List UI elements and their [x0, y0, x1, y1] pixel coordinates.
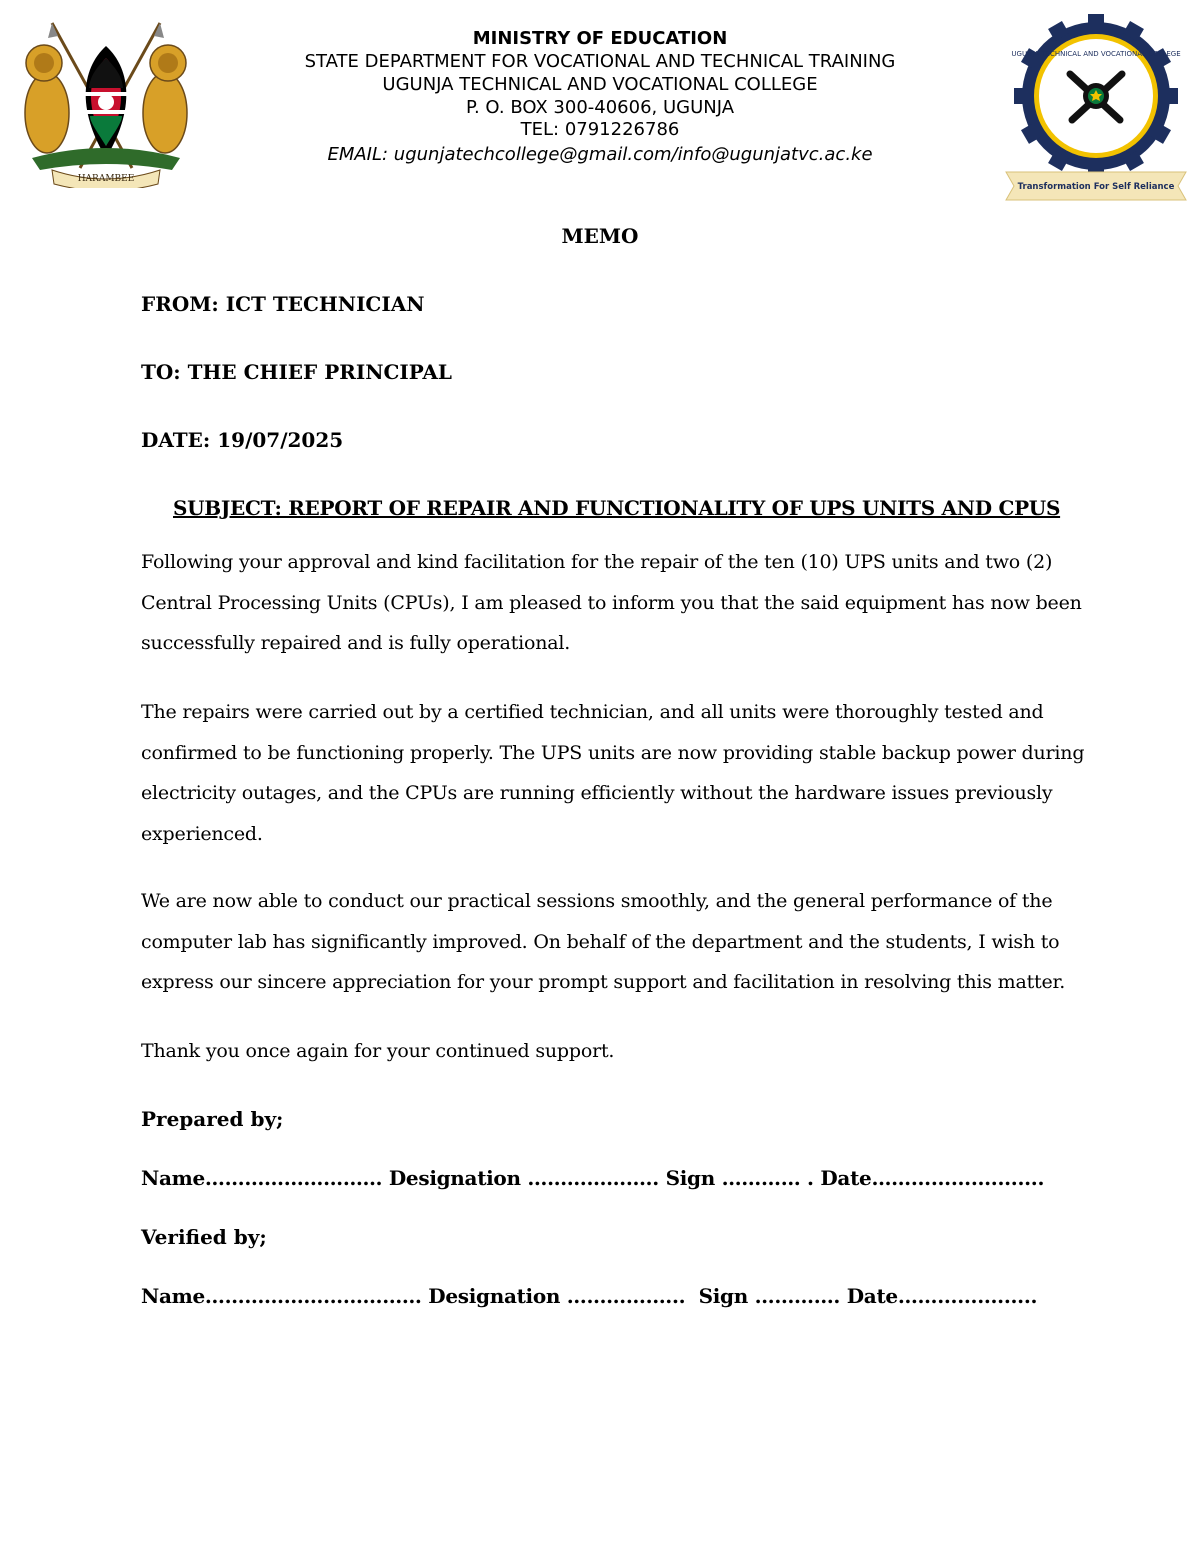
department-name: STATE DEPARTMENT FOR VOCATIONAL AND TECHNICAL TRAINING: [304, 51, 896, 72]
svg-text:Transformation For Self Relian: Transformation For Self Reliance: [1017, 182, 1175, 192]
prepared-by-signature-line: Name……………………… Designation …………….…. Sign ………… . Date……....................: [141, 1166, 1045, 1190]
svg-text:UGUNJA TECHNICAL AND VOCATIONA: UGUNJA TECHNICAL AND VOCATIONAL COLLEGE: [1011, 50, 1181, 58]
email-address: EMAIL: ugunjatechcollege@gmail.com/info@ugunjatvc.ac.ke: [327, 144, 873, 165]
postal-address: P. O. BOX 300-40606, UGUNJA: [465, 97, 735, 118]
verified-by-label: Verified by;: [141, 1225, 267, 1249]
college-logo-icon: [1000, 14, 1192, 204]
prepared-by-label: Prepared by;: [141, 1107, 284, 1131]
body-paragraph: The repairs were carried out by a certified technician, and all units were thoroughly tested and confirmed to be functioning properly. The UPS units are now providing stable backup power during electricity outages, and the CPUs are running efficiently without the hardware issues previously experienced.: [141, 701, 1085, 846]
memo-to: TO: THE CHIEF PRINCIPAL: [141, 360, 452, 384]
memo-from: FROM: ICT TECHNICIAN: [141, 292, 425, 316]
memo-subject: SUBJECT: REPORT OF REPAIR AND FUNCTIONALITY OF UPS UNITS AND CPUS: [173, 496, 1061, 520]
ministry-name: MINISTRY OF EDUCATION: [472, 28, 728, 49]
body-paragraph: Thank you once again for your continued support.: [141, 1040, 615, 1062]
telephone: TEL: 0791226786: [520, 119, 680, 140]
kenya-coat-of-arms-icon: [12, 18, 200, 188]
memo-date: DATE: 19/07/2025: [141, 428, 344, 452]
verified-by-signature-line: Name…………………………… Designation ………….….. Sign …………. Date……...............: [141, 1284, 1038, 1308]
college-name: UGUNJA TECHNICAL AND VOCATIONAL COLLEGE: [382, 74, 818, 95]
body-paragraph: Following your approval and kind facilitation for the repair of the ten (10) UPS units and two (2) Central Processing Units (CPUs), I am pleased to inform you that the said equipment has now been successfully repaired and is fully operational.: [141, 551, 1082, 655]
memo-title: MEMO: [561, 224, 639, 248]
body-paragraph: We are now able to conduct our practical sessions smoothly, and the general performance of the computer lab has significantly improved. On behalf of the department and the students, I wish to express our sincere appreciation for your prompt support and facilitation in resolving this matter.: [141, 890, 1066, 994]
svg-text:HARAMBEE: HARAMBEE: [77, 174, 135, 184]
